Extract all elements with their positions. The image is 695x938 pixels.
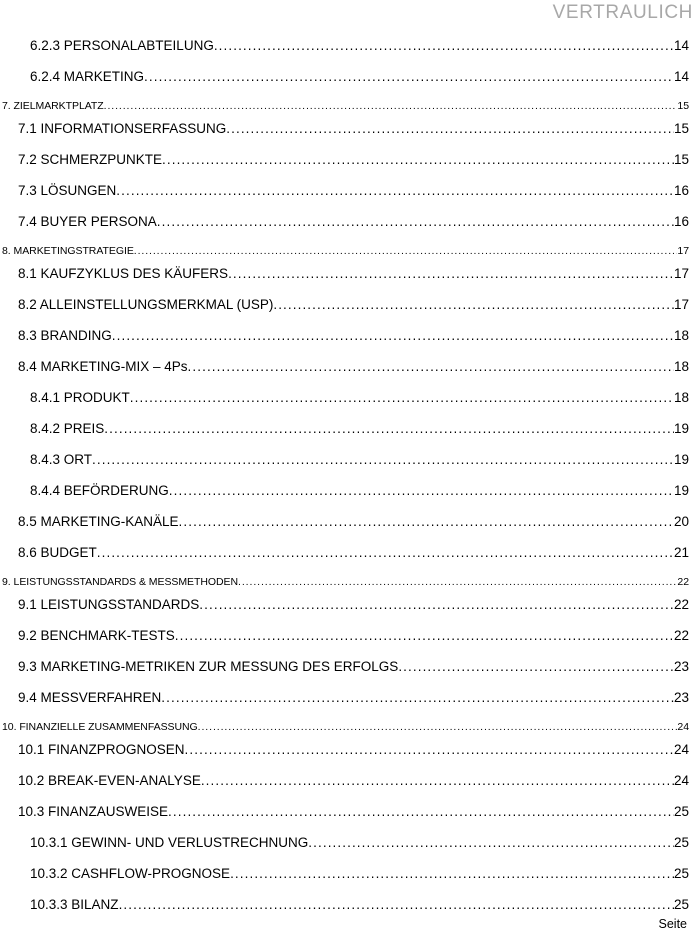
toc-entry[interactable]	[0, 388, 689, 419]
toc-entry-page-number: 18	[673, 359, 689, 374]
toc-entry-page-number: 16	[673, 183, 689, 198]
toc-entry-page-number: 22	[677, 576, 689, 588]
toc-entry-title: 10.3.2 CASHFLOW-PROGNOSE	[30, 866, 231, 881]
toc-entry-title: 8.6 BUDGET	[18, 545, 97, 560]
toc-entry-page-number: 23	[673, 690, 689, 705]
toc-entry-page-number: 23	[673, 659, 689, 674]
toc-dot-leader	[398, 660, 674, 674]
toc-dot-leader	[228, 267, 674, 281]
toc-entry-title: 8.4.3 ORT	[30, 452, 93, 467]
toc-entry-title: 7. ZIELMARKTPLATZ	[2, 100, 104, 112]
toc-dot-leader	[198, 722, 678, 733]
toc-dot-leader	[162, 153, 674, 167]
toc-entry[interactable]	[0, 512, 689, 543]
toc-entry-title: 6.2.4 MARKETING	[30, 69, 145, 84]
toc-entry-page-number: 22	[673, 628, 689, 643]
toc-dot-leader	[179, 515, 674, 529]
toc-entry[interactable]	[0, 771, 689, 802]
toc-dot-leader	[134, 246, 678, 257]
toc-dot-leader	[104, 422, 674, 436]
toc-dot-leader	[92, 453, 674, 467]
toc-dot-leader	[308, 836, 674, 850]
toc-dot-leader	[104, 101, 678, 112]
toc-entry[interactable]	[0, 243, 689, 264]
toc-entry-title: 8.4 MARKETING-MIX – 4Ps	[18, 359, 188, 374]
toc-dot-leader	[157, 215, 674, 229]
toc-entry-title: 10.2 BREAK-EVEN-ANALYSE	[18, 773, 201, 788]
page-footer-label: Seite	[658, 917, 687, 931]
toc-entry-page-number: 21	[673, 545, 689, 560]
toc-dot-leader	[230, 867, 674, 881]
toc-entry-title: 8.3 BRANDING	[18, 328, 112, 343]
toc-entry-title: 8.5 MARKETING-KANÄLE	[18, 514, 179, 529]
toc-entry-page-number: 24	[677, 721, 689, 733]
toc-entry[interactable]	[0, 326, 689, 357]
toc-entry[interactable]	[0, 595, 689, 626]
toc-entry-page-number: 25	[673, 897, 689, 912]
toc-entry[interactable]	[0, 802, 689, 833]
toc-entry[interactable]	[0, 688, 689, 719]
toc-entry-title: 8.4.2 PREIS	[30, 421, 105, 436]
toc-dot-leader	[238, 577, 677, 588]
toc-entry-title: 8.1 KAUFZYKLUS DES KÄUFERS	[18, 266, 229, 281]
toc-entry-title: 8.4.1 PRODUKT	[30, 390, 130, 405]
toc-entry-page-number: 19	[673, 452, 689, 467]
toc-entry[interactable]	[0, 150, 689, 181]
toc-dot-leader	[161, 691, 674, 705]
toc-entry-page-number: 22	[673, 597, 689, 612]
toc-entry-page-number: 25	[673, 866, 689, 881]
toc-entry-title: 10.3 FINANZAUSWEISE	[18, 804, 169, 819]
toc-entry[interactable]	[0, 357, 689, 388]
toc-dot-leader	[201, 774, 674, 788]
toc-entry[interactable]	[0, 264, 689, 295]
toc-entry-page-number: 19	[673, 483, 689, 498]
toc-dot-leader	[112, 329, 674, 343]
toc-dot-leader	[119, 898, 674, 912]
toc-entry-title: 6.2.3 PERSONALABTEILUNG	[30, 38, 214, 53]
toc-entry-title: 10.3.1 GEWINN- UND VERLUSTRECHNUNG	[30, 835, 309, 850]
toc-entry[interactable]	[0, 626, 689, 657]
toc-entry-page-number: 18	[673, 328, 689, 343]
toc-entry-page-number: 15	[673, 121, 689, 136]
toc-entry-title: 7.1 INFORMATIONSERFASSUNG	[18, 121, 227, 136]
toc-dot-leader	[226, 122, 674, 136]
toc-entry-page-number: 17	[673, 266, 689, 281]
toc-entry[interactable]	[0, 295, 689, 326]
toc-entry[interactable]	[0, 657, 689, 688]
toc-entry-page-number: 24	[673, 773, 689, 788]
toc-entry-title: 7.4 BUYER PERSONA	[18, 214, 157, 229]
toc-dot-leader	[175, 629, 674, 643]
toc-entry-title: 10. FINANZIELLE ZUSAMMENFASSUNG	[2, 721, 198, 733]
toc-entry-page-number: 15	[677, 100, 689, 112]
toc-dot-leader	[188, 360, 674, 374]
toc-entry-page-number: 17	[673, 297, 689, 312]
toc-entry-title: 10.3.3 BILANZ	[30, 897, 119, 912]
toc-entry-page-number: 24	[673, 742, 689, 757]
toc-dot-leader	[214, 39, 674, 53]
toc-entry-title: 8.2 ALLEINSTELLUNGSMERKMAL (USP)	[18, 297, 274, 312]
toc-entry-title: 7.3 LÖSUNGEN	[18, 183, 117, 198]
toc-entry[interactable]	[0, 36, 689, 67]
table-of-contents	[0, 36, 689, 926]
toc-entry[interactable]	[0, 864, 689, 895]
toc-entry[interactable]	[0, 67, 689, 98]
toc-entry[interactable]	[0, 833, 689, 864]
confidential-header: VERTRAULICH	[552, 2, 693, 23]
toc-entry-title: 9.4 MESSVERFAHREN	[18, 690, 162, 705]
toc-entry-page-number: 17	[677, 245, 689, 257]
toc-entry[interactable]	[0, 98, 689, 119]
toc-entry-title: 9.2 BENCHMARK-TESTS	[18, 628, 175, 643]
toc-entry-page-number: 15	[673, 152, 689, 167]
toc-entry-title: 9. LEISTUNGSSTANDARDS & MESSMETHODEN	[2, 576, 239, 588]
toc-entry-page-number: 19	[673, 421, 689, 436]
toc-entry[interactable]	[0, 740, 689, 771]
toc-dot-leader	[116, 184, 674, 198]
toc-entry-page-number: 20	[673, 514, 689, 529]
toc-entry-page-number: 18	[673, 390, 689, 405]
toc-dot-leader	[97, 546, 674, 560]
toc-entry-title: 8. MARKETINGSTRATEGIE	[2, 245, 134, 257]
toc-entry-page-number: 25	[673, 835, 689, 850]
toc-entry-title: 9.1 LEISTUNGSSTANDARDS	[18, 597, 200, 612]
toc-entry[interactable]	[0, 719, 689, 740]
toc-entry[interactable]	[0, 119, 689, 150]
toc-dot-leader	[273, 298, 674, 312]
toc-entry[interactable]	[0, 543, 689, 574]
toc-entry-page-number: 14	[673, 38, 689, 53]
toc-dot-leader	[169, 484, 674, 498]
toc-entry[interactable]	[0, 419, 689, 450]
toc-entry[interactable]	[0, 481, 689, 512]
toc-entry[interactable]	[0, 181, 689, 212]
toc-entry-page-number: 25	[673, 804, 689, 819]
toc-dot-leader	[185, 743, 674, 757]
toc-dot-leader	[168, 805, 674, 819]
toc-dot-leader	[199, 598, 674, 612]
toc-entry[interactable]	[0, 574, 689, 595]
toc-entry-title: 7.2 SCHMERZPUNKTE	[18, 152, 163, 167]
toc-entry-page-number: 16	[673, 214, 689, 229]
toc-entry-title: 9.3 MARKETING-METRIKEN ZUR MESSUNG DES ERFOLGS	[18, 659, 399, 674]
toc-entry-title: 8.4.4 BEFÖRDERUNG	[30, 483, 169, 498]
toc-entry[interactable]	[0, 450, 689, 481]
toc-entry[interactable]	[0, 212, 689, 243]
toc-entry-title: 10.1 FINANZPROGNOSEN	[18, 742, 185, 757]
toc-entry-page-number: 14	[673, 69, 689, 84]
toc-dot-leader	[144, 70, 674, 84]
toc-dot-leader	[130, 391, 674, 405]
